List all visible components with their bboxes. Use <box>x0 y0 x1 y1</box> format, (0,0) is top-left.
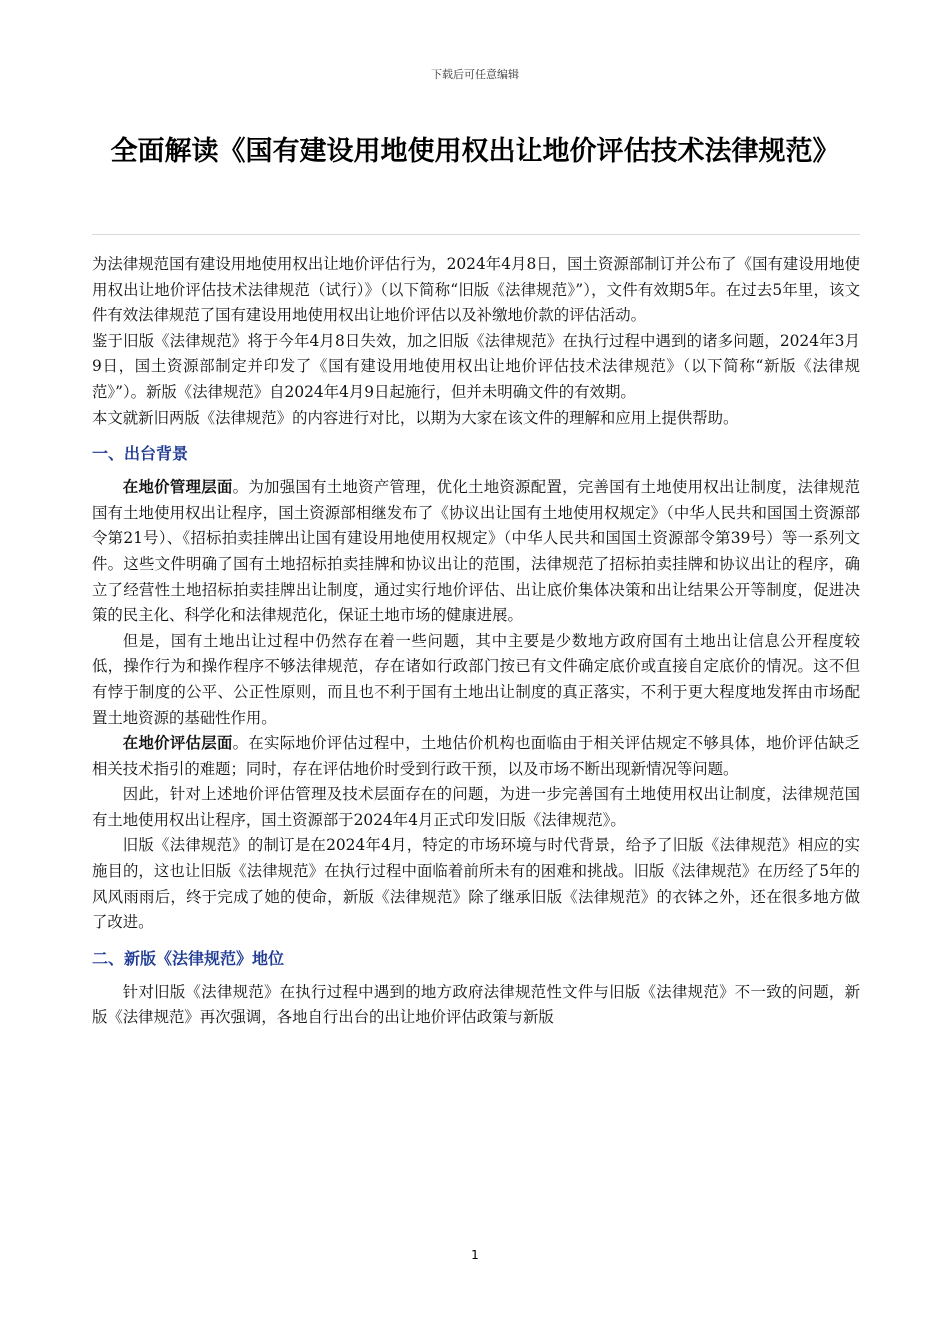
section-heading-status: 二、新版《法律规范》地位 <box>92 948 285 968</box>
section1-paragraph-4: 因此，针对上述地价评估管理及技术层面存在的问题，为进一步完善国有土地使用权出让制度，法律规范国有土地使用权出让程序，国土资源部于2024年4月正式印发旧版《法律规范》。 <box>92 785 860 829</box>
intro-paragraph-2: 鉴于旧版《法律规范》将于今年4月8日失效，加之旧版《法律规范》在执行过程中遇到的诸多问题，2024年3月9日，国土资源部制定并印发了《国有建设用地使用权出让地价评估技术法律规范》（以下简称“新版《法律规范》”）。新版《法律规范》自2024年4月9日起施行，但并未明确文件的有效期。 <box>92 331 860 401</box>
section1-paragraph-1 <box>92 475 860 629</box>
intro-paragraph-1: 为法律规范国有建设用地使用权出让地价评估行为，2024年4月8日，国土资源部制订并公布了《国有建设用地使用权出让地价评估技术法律规范（试行）》（以下简称“旧版《法律规范》”），文件有效期5年。在过去5年里，该文件有效法律规范了国有建设用地使用权出让地价评估以及补缴地价款的评估活动。 <box>92 255 860 325</box>
intro-paragraph-3: 本文就新旧两版《法律规范》的内容进行对比，以期为大家在该文件的理解和应用上提供帮助。 <box>92 408 739 427</box>
section1-paragraph-3 <box>92 731 860 782</box>
title-divider <box>92 234 860 235</box>
section1-paragraph-3-text: 。在实际地价评估过程中，土地估价机构也面临由于相关评估规定不够具体，地价评估缺乏相关技术指引的难题；同时，存在评估地价时受到行政干预，以及市场不断出现新情况等问题。 <box>92 734 860 778</box>
document-title: 全面解读《国有建设用地使用权出让地价评估技术法律规范》 <box>110 136 840 167</box>
page-header: 下载后可任意编辑 <box>431 68 519 81</box>
document-body <box>92 252 860 1031</box>
section1-paragraph-3-lead: 在地价评估层面 <box>122 734 233 753</box>
page-number: 1 <box>471 1248 479 1262</box>
section1-paragraph-5: 旧版《法律规范》的制订是在2024年4月，特定的市场环境与时代背景，给予了旧版《法律规范》相应的实施目的，这也让旧版《法律规范》在执行过程中面临着前所未有的困难和挑战。旧版《法律规范》在历经了5年的风风雨雨后，终于完成了她的使命，新版《法律规范》除了继承旧版《法律规范》的衣钵之外，还在很多地方做了改进。 <box>92 836 860 932</box>
section1-paragraph-2: 但是，国有土地出让过程中仍然存在着一些问题，其中主要是少数地方政府国有土地出让信息公开程度较低，操作行为和操作程序不够法律规范，存在诸如行政部门按已有文件确定底价或直接自定底价的情况。这不但有悖于制度的公平、公正性原则，而且也不利于国有土地出让制度的真正落实，不利于更大程度地发挥由市场配置土地资源的基础性作用。 <box>92 631 860 727</box>
section1-paragraph-1-text: 。为加强国有土地资产管理，优化土地资源配置，完善国有土地使用权出让制度，法律规范国有土地使用权出让程序，国土资源部相继发布了《协议出让国有土地使用权规定》（中华人民共和国国土资源部令第21号）、《招标拍卖挂牌出让国有建设用地使用权规定》（中华人民共和国国土资源部令第39号）等一系列文件。这些文件明确了国有土地招标拍卖挂牌和协议出让的范围，法律规范了招标拍卖挂牌和协议出让的程序，确立了经营性土地招标拍卖挂牌出让制度，通过实行地价评估、出让底价集体决策和出让结果公开等制度，促进决策的民主化、科学化和法律规范化，保证土地市场的健康进展。 <box>92 478 860 625</box>
section2-paragraph-1: 针对旧版《法律规范》在执行过程中遇到的地方政府法律规范性文件与旧版《法律规范》不一致的问题，新版《法律规范》再次强调，各地自行出台的出让地价评估政策与新版 <box>92 982 860 1027</box>
section1-paragraph-1-lead: 在地价管理层面 <box>122 478 233 497</box>
section-heading-background: 一、出台背景 <box>92 444 189 464</box>
